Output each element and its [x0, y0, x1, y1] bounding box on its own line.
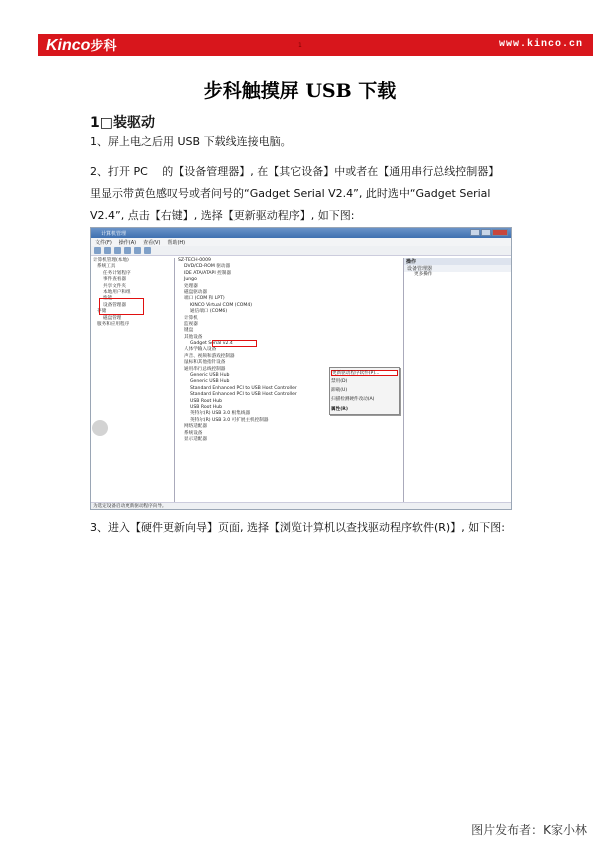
- device-item: 通用串行总线控制器: [184, 366, 226, 372]
- device-item: Generic USB Hub: [190, 379, 230, 385]
- device-item: 英特尔(R) USB 3.0 根集线器: [190, 411, 251, 417]
- menu-item-uninstall: 卸载(U): [331, 387, 348, 393]
- tree-item: 磁盘管理: [103, 315, 122, 321]
- device-item: 端口 (COM 和 LPT): [184, 296, 225, 302]
- device-item: USB Root Hub: [190, 404, 223, 410]
- cursor-circle: [92, 420, 108, 436]
- menu-item-properties: 属性(R): [331, 406, 348, 412]
- device-item: 监视器: [184, 321, 198, 327]
- device-item: USB Root Hub: [190, 398, 223, 404]
- device-item: 键盘: [184, 328, 194, 334]
- menu-item: 帮助(H): [167, 240, 186, 246]
- menu-item-disable: 禁用(D): [331, 379, 348, 385]
- device-item: 系统设备: [184, 430, 203, 436]
- device-item: 人体学输入设备: [184, 347, 217, 353]
- actions-header: 操作: [404, 258, 511, 265]
- tree-item: 本地用户和组: [103, 289, 131, 295]
- tree-item: 服务和应用程序: [97, 321, 130, 327]
- device-item: Standard Enhanced PCI to USB Host Controller: [190, 385, 297, 391]
- status-bar: 为选定设备启动更新驱动程序向导。: [91, 502, 511, 509]
- close-icon: [492, 229, 508, 236]
- highlight-box: [99, 298, 144, 315]
- device-item: 英特尔(R) USB 3.0 可扩展主机控制器: [190, 417, 269, 423]
- monitor-icon: [144, 247, 151, 254]
- device-item: 声音、视频和游戏控制器: [184, 353, 235, 359]
- menu-bar: [91, 238, 511, 246]
- device-item: 磁盘驱动器: [184, 289, 207, 295]
- maximize-icon: [481, 229, 491, 236]
- console-tree: [91, 258, 175, 502]
- back-icon: [94, 247, 101, 254]
- tree-item: 事件查看器: [103, 277, 126, 283]
- page-number: 1: [298, 42, 302, 49]
- tree-item: 性能: [103, 296, 113, 302]
- help-icon: [134, 247, 141, 254]
- tree-item: 任务计划程序: [103, 270, 131, 276]
- menu-item: 操作(A): [118, 240, 137, 246]
- device-item: 其他设备: [184, 334, 203, 340]
- menu-item-update-driver: 更新驱动程序软件(P)...: [331, 370, 398, 376]
- highlight-box: [212, 340, 257, 347]
- device-item: 鼠标和其他指针设备: [184, 360, 226, 366]
- tree-item-device-manager: 设备管理器: [103, 302, 126, 308]
- toolbar: [91, 246, 511, 256]
- context-menu: [329, 367, 400, 415]
- header-bar: [38, 34, 593, 56]
- menu-item-scan: 扫描检测硬件改动(A): [331, 397, 375, 403]
- device-item: IDE ATA/ATAPI 控制器: [184, 270, 231, 276]
- image-credit: 图片发布者：K家小林: [471, 823, 587, 837]
- device-item: DVD/CD-ROM 驱动器: [184, 264, 231, 270]
- device-item: Generic USB Hub: [190, 373, 230, 379]
- step-2-text: 2、打开 PC 的【设备管理器】, 在【其它设备】中或者在【通用串行总线控制器】里显示带黄色感叹号或者问号的“Gadget Serial V2.4”, 此时选中“Gadget Serial V2.4”, 点击【右键】, 选择【更新驱动程序】, 如下图:: [90, 165, 500, 222]
- device-item: 处理器: [184, 283, 198, 289]
- up-icon: [114, 247, 121, 254]
- device-item: KINCO Virtual COM (COM4): [190, 302, 253, 308]
- page-title: 步科触摸屏 USB 下载: [203, 80, 397, 102]
- device-item: Jungo: [184, 277, 197, 283]
- minimize-icon: [470, 229, 480, 236]
- menu-item: 文件(F): [95, 240, 112, 246]
- device-item-gadget-serial: Gadget Serial v2.4: [190, 341, 233, 347]
- device-item: 通信端口 (COM6): [190, 309, 228, 315]
- device-item: 网络适配器: [184, 424, 207, 430]
- device-item: Standard Enhanced PCI to USB Host Controller: [190, 392, 297, 398]
- tree-item: 共享文件夹: [103, 283, 126, 289]
- device-item: SZ-TECH-0009: [178, 258, 211, 263]
- device-item: 显示适配器: [184, 436, 207, 442]
- forward-icon: [104, 247, 111, 254]
- device-manager-screenshot: [90, 227, 512, 510]
- step-3-text: 3、进入【硬件更新向导】页面, 选择【浏览计算机以查找驱动程序软件(R)】, 如下图:: [90, 521, 505, 534]
- menu-item: 查看(V): [143, 240, 161, 246]
- more-actions: 更多操作: [414, 272, 433, 277]
- section-heading: 1□装驱动: [90, 115, 155, 131]
- tree-item: 系统工具: [97, 264, 116, 270]
- device-item: 计算机: [184, 315, 198, 321]
- tree-item: 存储: [97, 309, 107, 315]
- actions-pane: [403, 258, 511, 502]
- tree-item: 计算机管理(本地): [93, 258, 129, 263]
- kinco-logo: Kinco步科: [46, 37, 117, 54]
- window-titlebar: 计算机管理: [91, 228, 511, 238]
- header-url: www.kinco.cn: [498, 39, 583, 50]
- step-1-text: 1、屏上电之后用 USB 下载线连接电脑。: [90, 135, 292, 148]
- properties-icon: [124, 247, 131, 254]
- actions-section: 设备管理器: [404, 265, 511, 272]
